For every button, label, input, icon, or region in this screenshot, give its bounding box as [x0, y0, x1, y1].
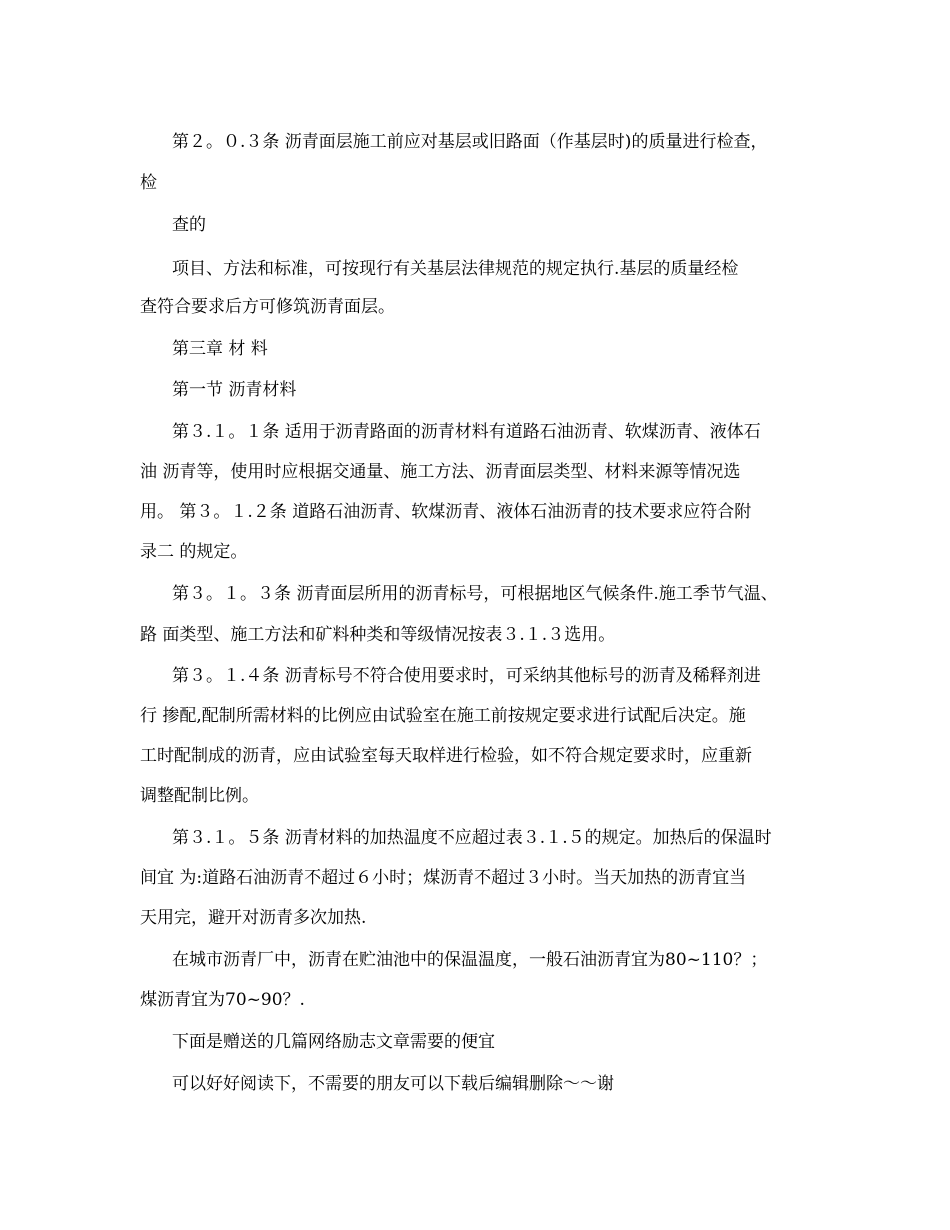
paragraph-line: 录二 的规定。	[140, 542, 248, 562]
paragraph-line: 第２。０.３条 沥青面层施工前应对基层或旧路面（作基层时)的质量进行检查，	[172, 132, 768, 152]
paragraph-line: 路 面类型、施工方法和矿料种类和等级情况按表３.１.３选用。	[140, 625, 616, 645]
section-heading: 第一节 沥青材料	[172, 380, 297, 400]
paragraph-line: 天用完，避开对沥青多次加热.	[140, 908, 367, 928]
paragraph-line: 第３.１。５条 沥青材料的加热温度不应超过表３.１.５的规定。加热后的保温时	[172, 828, 772, 848]
paragraph-line: 调整配制比例。	[140, 786, 259, 806]
paragraph-line: 下面是赠送的几篇网络励志文章需要的便宜	[172, 1032, 495, 1052]
paragraph-line: 第３.１。１条 适用于沥青路面的沥青材料有道路石油沥青、软煤沥青、液体石	[172, 422, 761, 442]
paragraph-line: 第３。１.４条 沥青标号不符合使用要求时，可采纳其他标号的沥青及稀释剂进	[172, 666, 761, 686]
paragraph-line: 煤沥青宜为70~90？.	[140, 990, 305, 1010]
paragraph-line: 在城市沥青厂中，沥青在贮油池中的保温温度，一般石油沥青宜为80~110？；	[172, 950, 768, 970]
paragraph-line: 行 掺配,配制所需材料的比例应由试验室在施工前按规定要求进行试配后决定。施	[140, 706, 746, 726]
paragraph-line: 可以好好阅读下，不需要的朋友可以下载后编辑删除～～谢	[172, 1074, 614, 1094]
paragraph-line: 工时配制成的沥青，应由试验室每天取样进行检验，如不符合规定要求时，应重新	[140, 746, 752, 766]
chapter-heading: 第三章 材 料	[172, 339, 268, 359]
paragraph-line: 油 沥青等，使用时应根据交通量、施工方法、沥青面层类型、材料来源等情况选	[140, 462, 741, 482]
paragraph-line: 查符合要求后方可修筑沥青面层。	[140, 297, 395, 317]
paragraph-line: 项目、方法和标准，可按现行有关基层法律规范的规定执行.基层的质量经检	[172, 259, 739, 279]
paragraph-line: 用。 第３。１.２条 道路石油沥青、软煤沥青、液体石油沥青的技术要求应符合附	[140, 502, 752, 522]
paragraph-line: 间宜 为:道路石油沥青不超过６小时；煤沥青不超过３小时。当天加热的沥青宜当	[140, 868, 747, 888]
paragraph-line: 检	[140, 173, 157, 193]
paragraph-line: 查的	[172, 215, 206, 235]
paragraph-line: 第３。１。３条 沥青面层所用的沥青标号，可根据地区气候条件.施工季节气温、	[172, 584, 778, 604]
